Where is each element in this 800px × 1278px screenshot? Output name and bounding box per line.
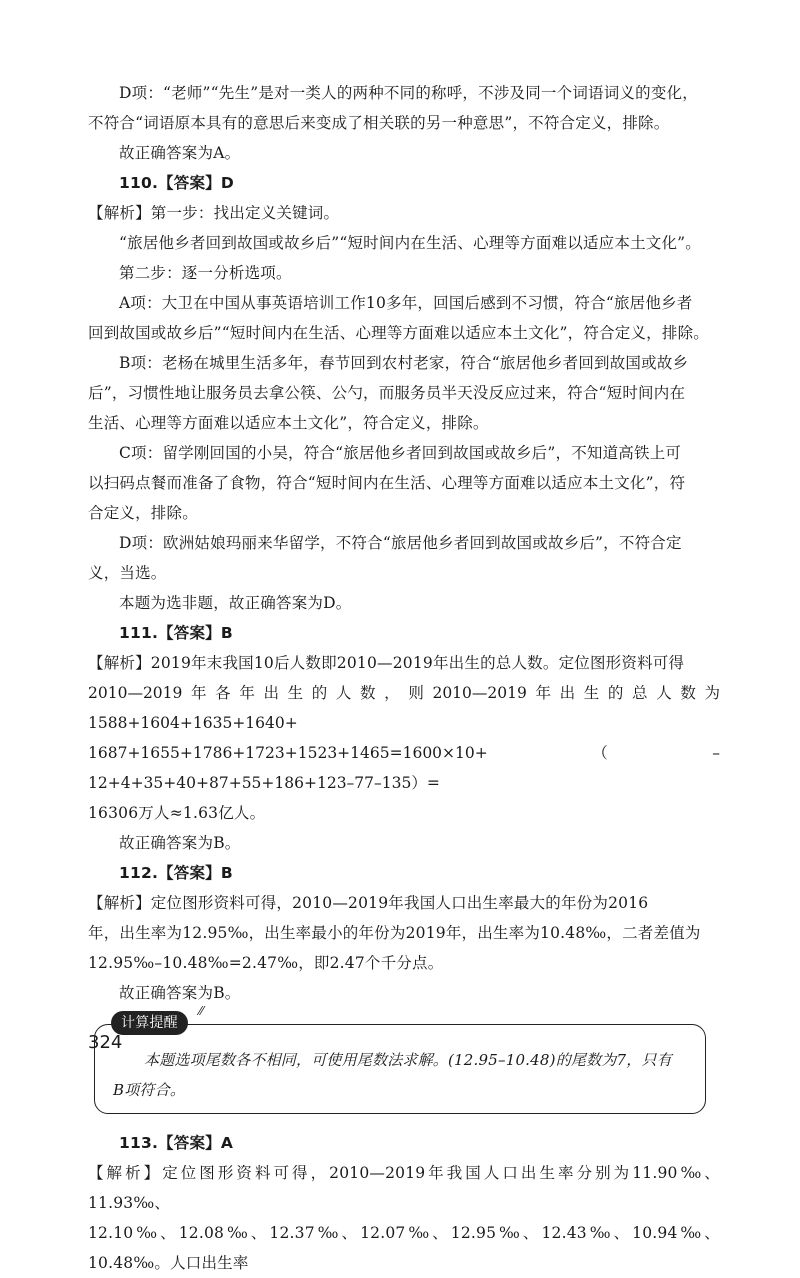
calculation-tip-box: [94, 1004, 706, 1114]
text-line: 生活、心理等方面难以适应本土文化”，符合定义，排除。: [88, 414, 489, 432]
page-content: [88, 78, 720, 1278]
answer-heading-113: 113.【答案】A: [119, 1134, 234, 1152]
text-line: 合定义，排除。: [88, 504, 198, 522]
text-line: 【解析】定位图形资料可得，2010—2019年我国人口出生率最大的年份为2016: [88, 894, 649, 912]
tip-label: 计算提醒: [111, 1011, 188, 1035]
text-line: B项：老杨在城里生活多年，春节回到农村老家，符合“旅居他乡者回到故国或故乡: [119, 354, 689, 372]
text-line: 故正确答案为B。: [119, 984, 241, 1002]
text-line: 2010—2019年各年出生的人数，则2010—2019年出生的总人数为1588+1604+1635+1640+: [88, 684, 720, 732]
text-line: 回到故国或故乡后”“短时间内在生活、心理等方面难以适应本土文化”，符合定义，排除。: [88, 324, 709, 342]
text-line: 【解析】第一步：找出定义关键词。: [88, 204, 340, 222]
text-line: 【解析】定位图形资料可得，2010—2019年我国人口出生率分别为11.90‰、11.93‰、: [88, 1164, 720, 1212]
text-line: 本题为选非题，故正确答案为D。: [119, 594, 352, 612]
spark-icon: ⁄⁄: [199, 1004, 204, 1018]
answer-heading-111: 111.【答案】B: [119, 624, 233, 642]
text-line: “旅居他乡者回到故国或故乡后”“短时间内在生活、心理等方面难以适应本土文化”。: [119, 234, 701, 252]
page-number: 324: [88, 1032, 123, 1053]
text-line: D项：“老师”“先生”是对一类人的两种不同的称呼，不涉及同一个词语词义的变化，: [119, 84, 698, 102]
text-line: 第二步：逐一分析选项。: [119, 264, 292, 282]
text-line: 故正确答案为A。: [119, 144, 241, 162]
text-line: 后”，习惯性地让服务员去拿公筷、公勺，而服务员半天没反应过来，符合“短时间内在: [88, 384, 686, 402]
text-line: D项：欧洲姑娘玛丽来华留学，不符合“旅居他乡者回到故国或故乡后”，不符合定: [119, 534, 682, 552]
text-line: 年，出生率为12.95‰，出生率最小的年份为2019年，出生率为10.48‰，二者差值为: [88, 924, 701, 942]
text-line: 以扫码点餐而准备了食物，符合“短时间内在生活、心理等方面难以适应本土文化”，符: [88, 474, 686, 492]
text-line: 【解析】2019年末我国10后人数即2010—2019年出生的总人数。定位图形资料可得: [88, 654, 685, 672]
answer-heading-110: 110.【答案】D: [119, 174, 234, 192]
text-line: C项：留学刚回国的小吴，符合“旅居他乡者回到故国或故乡后”，不知道高铁上可: [119, 444, 682, 462]
tip-text: 本题选项尾数各不相同，可使用尾数法求解。(12.95–10.48)的尾数为7，只有: [144, 1051, 672, 1069]
text-line: 12.10‰、12.08‰、12.37‰、12.07‰、12.95‰、12.43‰、10.94‰、10.48‰。人口出生率: [88, 1224, 720, 1272]
text-line: A项：大卫在中国从事英语培训工作10多年，回国后感到不习惯，符合“旅居他乡者: [119, 294, 693, 312]
tip-text: B项符合。: [113, 1081, 186, 1099]
text-line: 不符合“词语原本具有的意思后来变成了相关联的另一种意思”，不符合定义，排除。: [88, 114, 670, 132]
text-line: 16306万人≈1.63亿人。: [88, 804, 266, 822]
text-line: 故正确答案为B。: [119, 834, 241, 852]
text-line: 1687+1655+1786+1723+1523+1465=1600×10+（–12+4+35+40+87+55+186+123–77–135）=: [88, 744, 720, 792]
text-line: 12.95‰–10.48‰=2.47‰，即2.47个千分点。: [88, 954, 444, 972]
text-line: 义，当选。: [88, 564, 167, 582]
answer-heading-112: 112.【答案】B: [119, 864, 233, 882]
